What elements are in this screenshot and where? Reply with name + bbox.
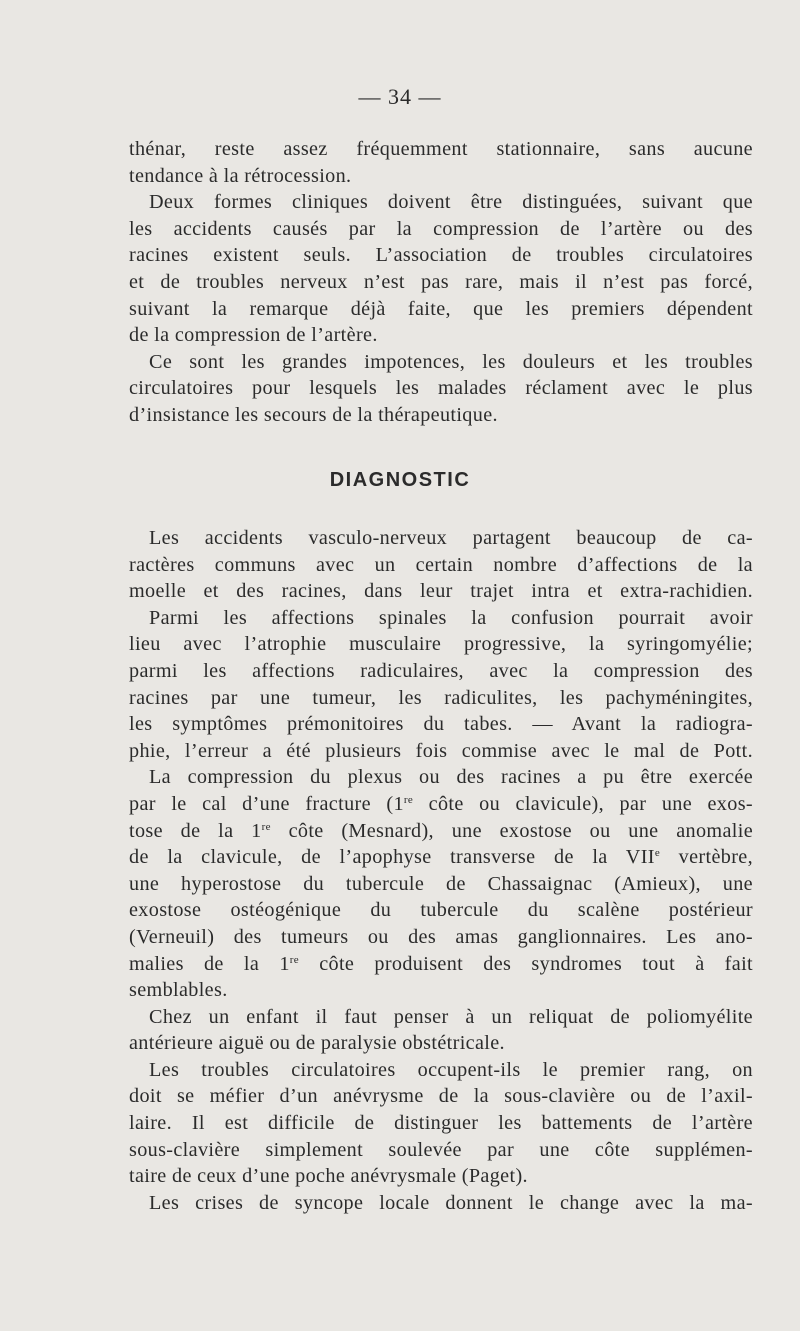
text-line: ractères communs avec un certain nombre d’affections de la <box>129 553 753 576</box>
section-heading: DIAGNOSTIC <box>329 469 471 491</box>
text-line: Parmi les affections spinales la confusion pourrait avoir <box>149 606 753 629</box>
text-line: par le cal d’une fracture (1re côte ou clavicule), par une exos- <box>129 792 753 815</box>
text-line: lieu avec l’atrophie musculaire progressive, la syringomyélie; <box>129 633 753 656</box>
text-line: moelle et des racines, dans leur trajet intra et extra-rachidien. <box>129 580 753 603</box>
body-text-diagnostic <box>129 525 753 1216</box>
text-line: Ce sont les grandes impotences, les douleurs et les troubles <box>149 350 753 373</box>
text-line: d’insistance les secours de la thérapeutique. <box>129 403 498 426</box>
text-line: (Verneuil) des tumeurs ou des amas ganglionnaires. Les ano- <box>129 925 753 948</box>
text-line: et de troubles nerveux n’est pas rare, mais il n’est pas forcé, <box>129 270 753 293</box>
text-line: tendance à la rétrocession. <box>129 164 352 187</box>
text-line: doit se méfier d’un anévrysme de la sous-clavière ou de l’axil- <box>129 1085 753 1108</box>
text-line: Les troubles circulatoires occupent-ils le premier rang, on <box>149 1058 753 1081</box>
text-line: Les crises de syncope locale donnent le change avec la ma- <box>149 1191 753 1214</box>
text-line: une hyperostose du tubercule de Chassaignac (Amieux), une <box>129 872 753 895</box>
text-line: taire de ceux d’une poche anévrysmale (Paget). <box>129 1165 528 1188</box>
text-line: tose de la 1re côte (Mesnard), une exostose ou une anomalie <box>129 819 754 842</box>
text-line: de la clavicule, de l’apophyse transverse de la VIIe vertèbre, <box>129 846 753 869</box>
text-line: racines existent seuls. L’association de troubles circulatoires <box>129 244 753 267</box>
text-line: La compression du plexus ou des racines a pu être exercée <box>149 766 753 789</box>
text-line: circulatoires pour lesquels les malades réclament avec le plus <box>129 377 753 400</box>
text-line: suivant la remarque déjà faite, que les premiers dépendent <box>129 297 753 320</box>
page-number: — 34 — <box>358 84 442 109</box>
text-line: sous-clavière simplement soulevée par une côte supplémen- <box>129 1138 753 1161</box>
text-line: semblables. <box>129 979 228 1002</box>
text-line: laire. Il est difficile de distinguer les battements de l’artère <box>129 1112 753 1135</box>
text-line: malies de la 1re côte produisent des syndromes tout à fait <box>129 952 753 975</box>
text-line: antérieure aiguë ou de paralysie obstétricale. <box>129 1032 505 1055</box>
text-line: les accidents causés par la compression de l’artère ou des <box>129 217 753 240</box>
text-line: racines par une tumeur, les radiculites, les pachyméningites, <box>129 686 753 709</box>
text-line: de la compression de l’artère. <box>129 324 378 347</box>
body-text-intro <box>129 136 753 429</box>
text-line: thénar, reste assez fréquemment stationnaire, sans aucune <box>129 138 753 160</box>
text-line: Deux formes cliniques doivent être distinguées, suivant que <box>149 191 753 214</box>
text-line: exostose ostéogénique du tubercule du scalène postérieur <box>129 899 753 922</box>
text-line: phie, l’erreur a été plusieurs fois commise avec le mal de Pott. <box>129 739 753 762</box>
text-line: les symptômes prémonitoires du tabes. — Avant la radiogra- <box>129 713 753 736</box>
text-line: parmi les affections radiculaires, avec la compression des <box>129 659 753 682</box>
text-line: Les accidents vasculo-nerveux partagent beaucoup de ca- <box>149 527 753 549</box>
text-line: Chez un enfant il faut penser à un reliquat de poliomyélite <box>149 1005 753 1028</box>
